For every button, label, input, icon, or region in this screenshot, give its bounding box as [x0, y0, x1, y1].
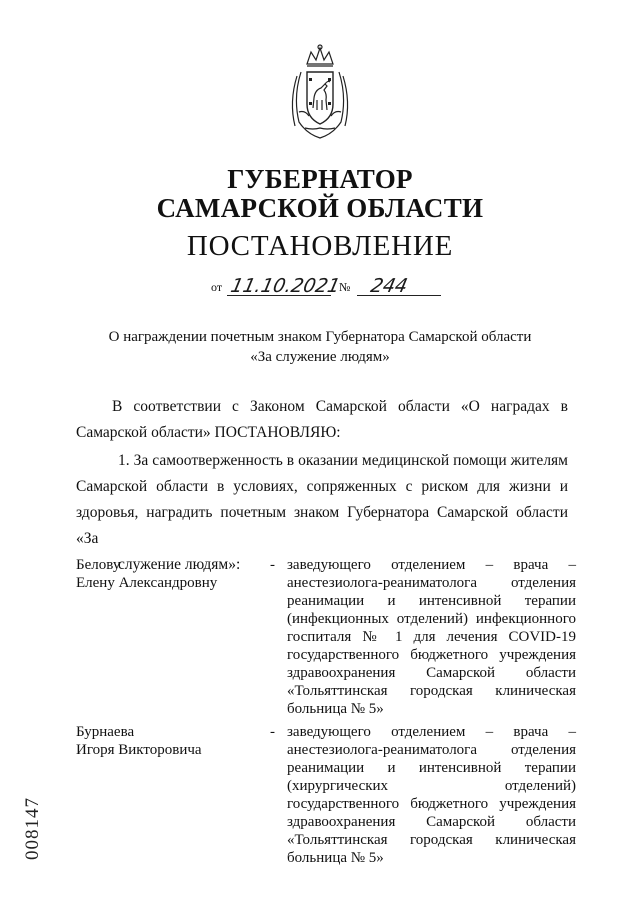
- document-type-title: ПОСТАНОВЛЕНИЕ: [186, 230, 454, 262]
- recipient-position: заведующего отделением – врача – анестезиолога-реаниматолога отделения реанимации и интенсивной терапии (инфекционных отделений) инфекционного госпиталя № 1 для лечения COVID-19 государственного бюджетного учреждения здравоохранения Самарской области «Тольяттинская городская клиническая больница № 5»: [287, 557, 576, 717]
- recipient-given-names: Игоря Викторовича: [76, 742, 202, 758]
- authority-title-line2: САМАРСКОЙ ОБЛАСТИ: [156, 193, 484, 223]
- authority-title-line1: ГУБЕРНАТОР: [227, 164, 413, 194]
- recipient-name: [76, 723, 202, 759]
- margin-stamp-number: 008147: [22, 797, 43, 860]
- recipient-dash: -: [270, 724, 275, 740]
- recipient-position: заведующего отделением – врача – анестезиолога-реаниматолога отделения реанимации и интенсивной терапии (хирургических отделений) государственного бюджетного учреждения здравоохранения Самарской области «Тольяттинская городская клиническая больница № 5»: [287, 724, 576, 866]
- handwritten-number: 244: [368, 275, 410, 297]
- date-prefix: от: [211, 280, 223, 294]
- recipient-surname: Белову: [76, 557, 121, 573]
- subject-line2: «За служение людям»: [250, 349, 390, 365]
- recipient-given-names: Елену Александровну: [76, 575, 218, 591]
- subject-line1: О награждении почетным знаком Губернатора Самарской области: [108, 329, 532, 345]
- preamble-paragraph: В соответствии с Законом Самарской области «О наградах в Самарской области» ПОСТАНОВЛЯЮ:: [76, 398, 568, 441]
- registration-line: [211, 275, 441, 299]
- recipient-name: [76, 556, 217, 592]
- coat-of-arms-icon: [287, 42, 353, 142]
- handwritten-date: 11.10.2021: [228, 275, 343, 297]
- document-subject: [0, 327, 640, 367]
- recipient-dash: -: [270, 557, 275, 573]
- recipient-surname: Бурнаева: [76, 724, 135, 740]
- number-prefix: №: [339, 280, 351, 294]
- decree-paragraph-1-end: служение людям»:: [118, 556, 241, 573]
- decree-paragraph-1-text: 1. За самоотверженность в оказании медицинской помощи жителям Самарской области в условиях, сопряженных с риском для жизни и здоровья, наградить почетным знаком Губернатора Самарской области «За: [76, 452, 568, 547]
